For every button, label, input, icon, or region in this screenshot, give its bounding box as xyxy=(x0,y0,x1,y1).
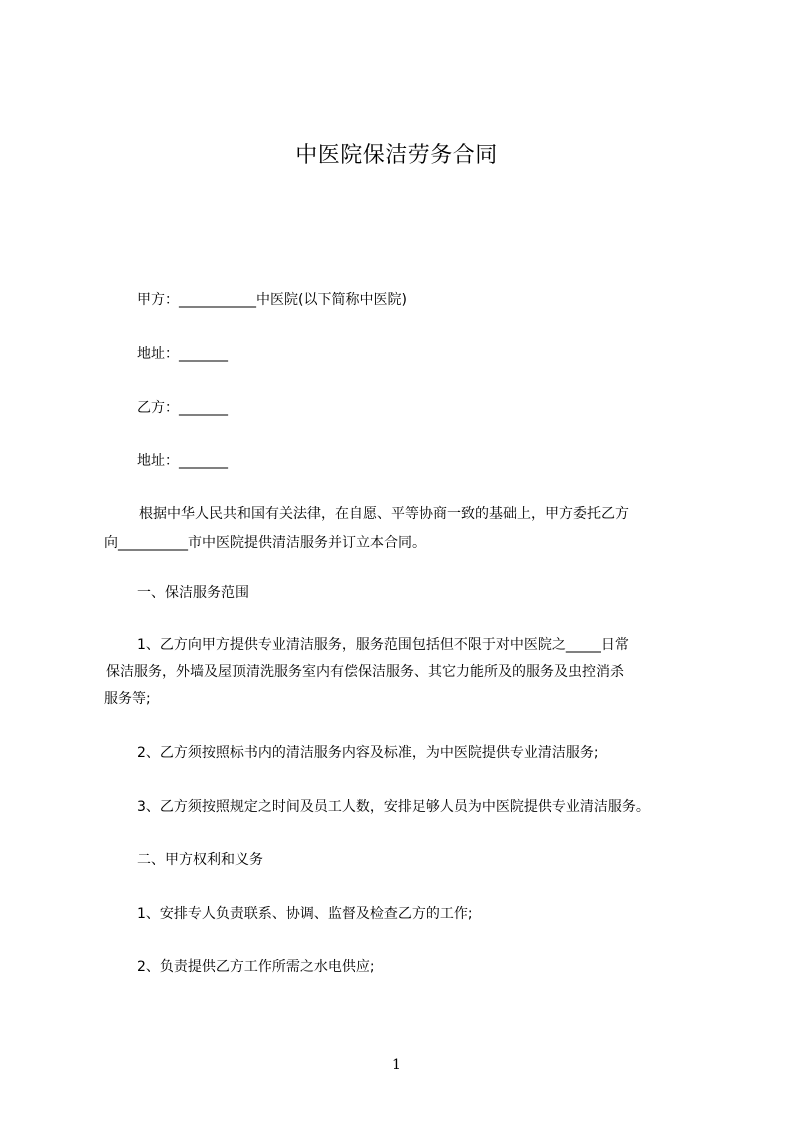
clause-line: 2、负责提供乙方工作所需之水电供应; xyxy=(137,959,375,975)
document-title: 中医院保洁劳务合同 xyxy=(295,143,498,168)
party-b-line: 乙方：_______ xyxy=(137,400,228,416)
preamble-line: 向__________市中医院提供清洁服务并订立本合同。 xyxy=(104,535,426,551)
clause-line: 保洁服务，外墙及屋顶清洗服务室内有偿保洁服务、其它力能所及的服务及虫控消杀 xyxy=(106,664,624,680)
party-a-address-line: 地址：_______ xyxy=(137,346,228,362)
clause-line: 3、乙方须按照规定之时间及员工人数，安排足够人员为中医院提供专业清洁服务。 xyxy=(137,799,650,815)
preamble-line: 根据中华人民共和国有关法律，在自愿、平等协商一致的基础上，甲方委托乙方 xyxy=(139,506,629,522)
clause-line: 服务等; xyxy=(104,691,151,707)
party-b-address-line: 地址：_______ xyxy=(137,453,228,469)
section-heading: 一、保洁服务范围 xyxy=(137,585,249,601)
page-number: 1 xyxy=(392,1057,401,1073)
clause-line: 1、乙方向甲方提供专业清洁服务，服务范围包括但不限于对中医院之_____日常 xyxy=(137,637,629,653)
section-heading: 二、甲方权利和义务 xyxy=(137,852,263,868)
clause-line: 2、乙方须按照标书内的清洁服务内容及标准，为中医院提供专业清洁服务; xyxy=(137,745,599,761)
party-a-line: 甲方：___________中医院(以下简称中医院) xyxy=(137,292,407,308)
clause-line: 1、安排专人负责联系、协调、监督及检查乙方的工作; xyxy=(137,906,473,922)
